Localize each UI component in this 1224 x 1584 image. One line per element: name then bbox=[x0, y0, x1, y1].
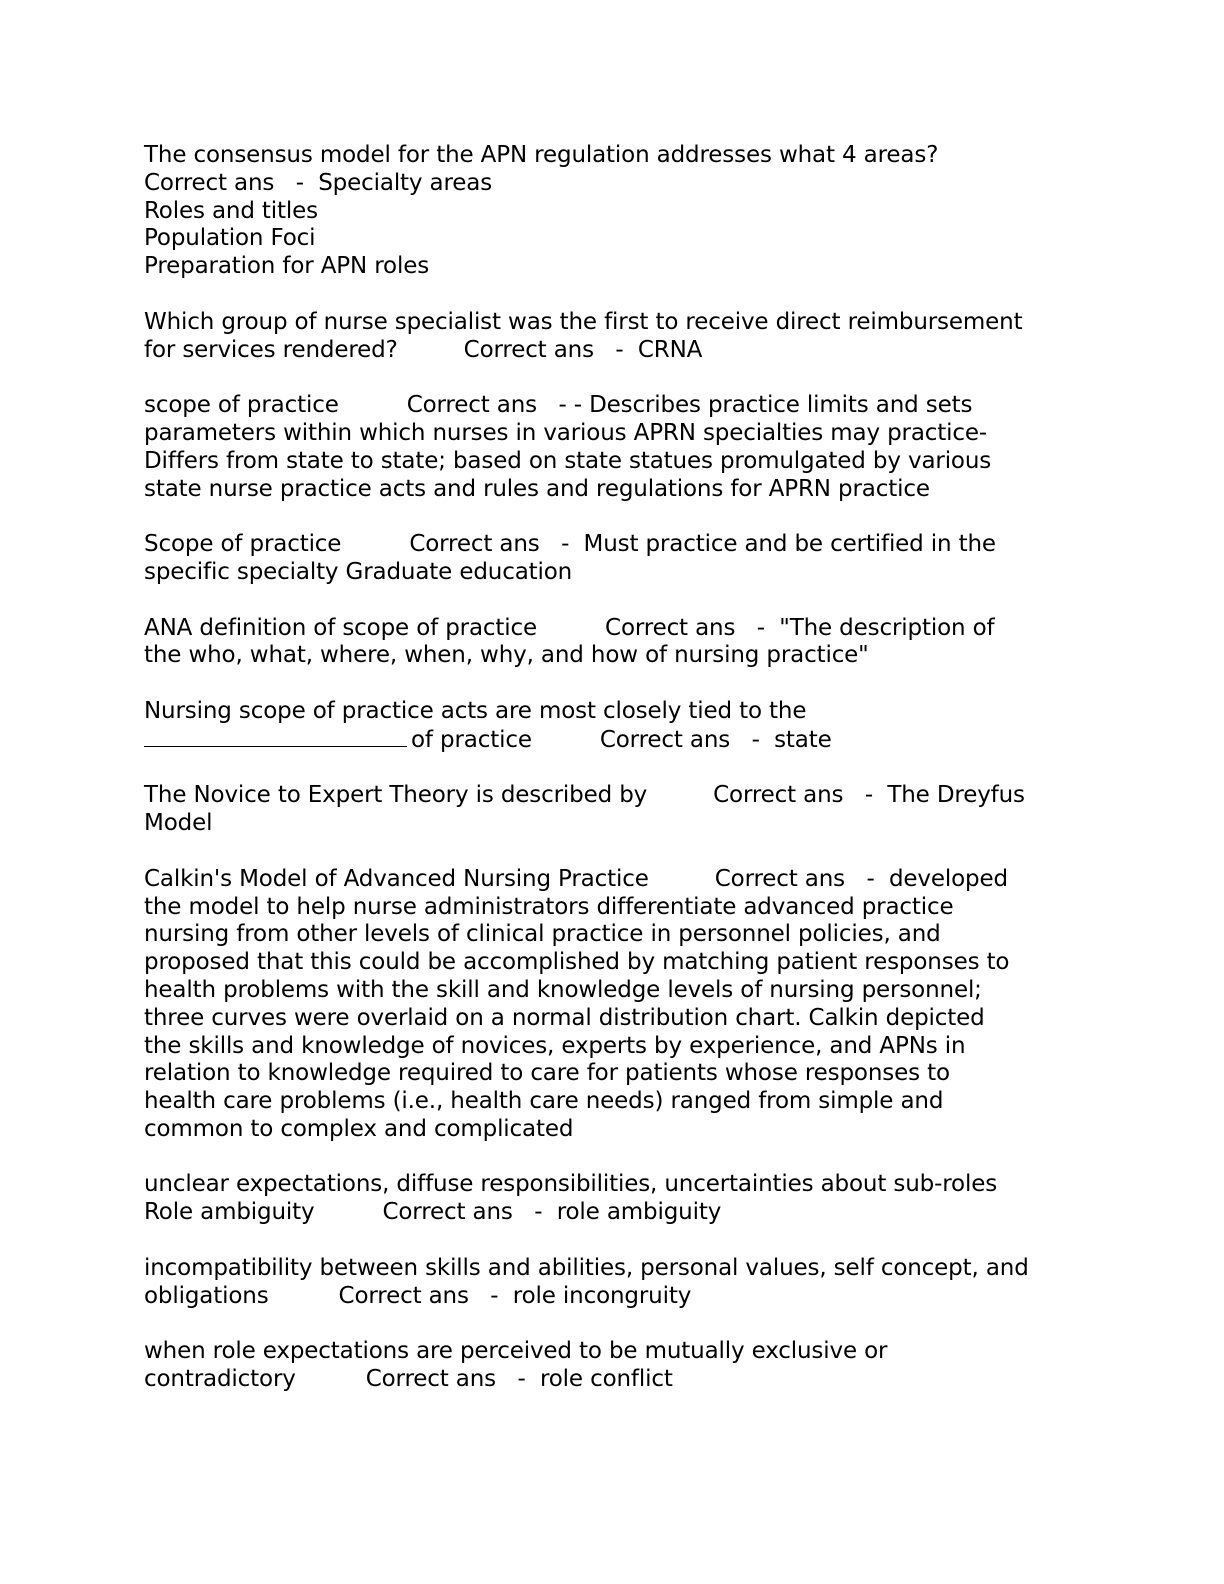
answer-text: health care problems (i.e., health care needs) ranged from simple and bbox=[144, 1088, 944, 1115]
question-text: obligations bbox=[144, 1282, 269, 1309]
question-text: unclear expectations, diffuse responsibilities, uncertainties about sub-roles bbox=[144, 1171, 998, 1198]
correct-label: Correct ans bbox=[713, 782, 844, 809]
correct-label: Correct ans bbox=[599, 726, 731, 753]
separator: - bbox=[615, 336, 624, 363]
flashcard-list bbox=[144, 142, 1089, 1422]
correct-label: Correct ans bbox=[406, 392, 537, 419]
qa-item-consensus-model bbox=[144, 142, 1089, 281]
separator: - bbox=[756, 614, 765, 641]
answer-text: specific specialty Graduate education bbox=[144, 558, 573, 585]
qa-item-scope-of-practice-2 bbox=[144, 531, 1089, 587]
answer-text: nursing from other levels of clinical practice in personnel policies, and bbox=[144, 921, 941, 948]
fill-in-blank bbox=[144, 726, 407, 747]
separator: - bbox=[490, 1282, 499, 1309]
answer-text: the model to help nurse administrators differentiate advanced practice bbox=[144, 893, 954, 920]
question-text: incompatibility between skills and abilities, personal values, self concept, and bbox=[144, 1254, 1029, 1281]
separator: - bbox=[866, 865, 875, 892]
answer-text: Differs from state to state; based on state statues promulgated by various bbox=[144, 447, 992, 474]
qa-item-direct-reimbursement bbox=[144, 309, 1089, 365]
answer-text: The Dreyfus bbox=[887, 782, 1025, 809]
correct-label: Correct ans bbox=[338, 1282, 469, 1309]
qa-item-role-conflict bbox=[144, 1338, 1089, 1394]
answer-line bbox=[144, 170, 1089, 198]
question-text: of practice bbox=[411, 726, 532, 753]
answer-text: proposed that this could be accomplished by matching patient responses to bbox=[144, 949, 1010, 976]
answer-text: state nurse practice acts and rules and regulations for APRN practice bbox=[144, 475, 930, 502]
answer-text: - Describes practice limits and sets bbox=[573, 392, 973, 419]
qa-item-role-ambiguity bbox=[144, 1171, 1089, 1227]
separator: - bbox=[558, 392, 567, 419]
separator: - bbox=[751, 726, 760, 753]
question-text: when role expectations are perceived to be mutually exclusive or bbox=[144, 1338, 888, 1365]
question-answer-line bbox=[144, 1366, 1089, 1394]
separator: - bbox=[295, 169, 304, 196]
question-answer-line bbox=[144, 531, 1089, 559]
separator: - bbox=[864, 782, 874, 809]
question-answer-line bbox=[144, 726, 1089, 755]
question-answer-line bbox=[144, 392, 1089, 420]
answer-text: Model bbox=[144, 810, 213, 837]
answer-text: common to complex and complicated bbox=[144, 1115, 574, 1142]
qa-item-scope-acts bbox=[144, 698, 1089, 755]
qa-item-role-incongruity bbox=[144, 1255, 1089, 1311]
answer-text: role ambiguity bbox=[556, 1199, 722, 1226]
correct-label: Correct ans bbox=[409, 531, 540, 558]
question-text: Which group of nurse specialist was the first to receive direct reimbursement bbox=[144, 308, 1023, 335]
question-text: Nursing scope of practice acts are most closely tied to the bbox=[144, 697, 807, 724]
answer-text: Population Foci bbox=[144, 225, 316, 252]
question-text: Scope of practice bbox=[144, 531, 342, 558]
answer-text: Preparation for APN roles bbox=[144, 253, 430, 280]
correct-label: Correct ans bbox=[365, 1366, 496, 1393]
correct-label: Correct ans bbox=[382, 1199, 513, 1226]
separator: - bbox=[534, 1199, 543, 1226]
qa-item-calkins-model bbox=[144, 866, 1089, 1144]
question-text: The consensus model for the APN regulation addresses what 4 areas? bbox=[144, 142, 939, 168]
qa-item-ana-definition bbox=[144, 615, 1089, 671]
answer-text: Roles and titles bbox=[144, 197, 318, 224]
answer-text: the who, what, where, when, why, and how of nursing practice" bbox=[144, 642, 869, 669]
answer-text: CRNA bbox=[637, 336, 703, 363]
answer-text: parameters within which nurses in various APRN specialties may practice- bbox=[144, 419, 988, 446]
question-text: for services rendered? bbox=[144, 336, 398, 363]
answer-text: Specialty areas bbox=[318, 169, 493, 196]
answer-text: "The description of bbox=[779, 614, 995, 641]
answer-text: the skills and knowledge of novices, experts by experience, and APNs in bbox=[144, 1032, 966, 1059]
qa-item-novice-to-expert bbox=[144, 782, 1089, 838]
question-text: Role ambiguity bbox=[144, 1199, 315, 1226]
qa-item-scope-of-practice-1 bbox=[144, 392, 1089, 503]
separator: - bbox=[561, 531, 570, 558]
question-text: scope of practice bbox=[144, 392, 339, 419]
question-text: ANA definition of scope of practice bbox=[144, 614, 538, 641]
answer-text: state bbox=[774, 726, 832, 753]
answer-text: health problems with the skill and knowledge levels of nursing personnel; bbox=[144, 976, 982, 1003]
question-text: contradictory bbox=[144, 1366, 296, 1393]
answer-text: role incongruity bbox=[512, 1282, 692, 1309]
correct-label: Correct ans bbox=[714, 865, 845, 892]
separator: - bbox=[517, 1366, 526, 1393]
correct-label: Correct ans bbox=[463, 336, 594, 363]
answer-text: relation to knowledge required to care for patients whose responses to bbox=[144, 1060, 950, 1087]
correct-label: Correct ans bbox=[144, 169, 275, 196]
question-answer-line bbox=[144, 866, 1089, 894]
question-answer-line bbox=[144, 337, 1089, 365]
answer-text: Must practice and be certified in the bbox=[583, 531, 996, 558]
question-answer-line bbox=[144, 782, 1089, 810]
answer-text: developed bbox=[888, 865, 1008, 892]
question-answer-line bbox=[144, 615, 1089, 643]
question-text: The Novice to Expert Theory is described by bbox=[144, 782, 648, 809]
answer-text: three curves were overlaid on a normal distribution chart. Calkin depicted bbox=[144, 1004, 985, 1031]
correct-label: Correct ans bbox=[605, 614, 736, 641]
question-text: Calkin's Model of Advanced Nursing Practice bbox=[144, 865, 649, 892]
answer-text: role conflict bbox=[539, 1366, 673, 1393]
question-answer-line bbox=[144, 1283, 1089, 1311]
question-answer-line bbox=[144, 1199, 1089, 1227]
